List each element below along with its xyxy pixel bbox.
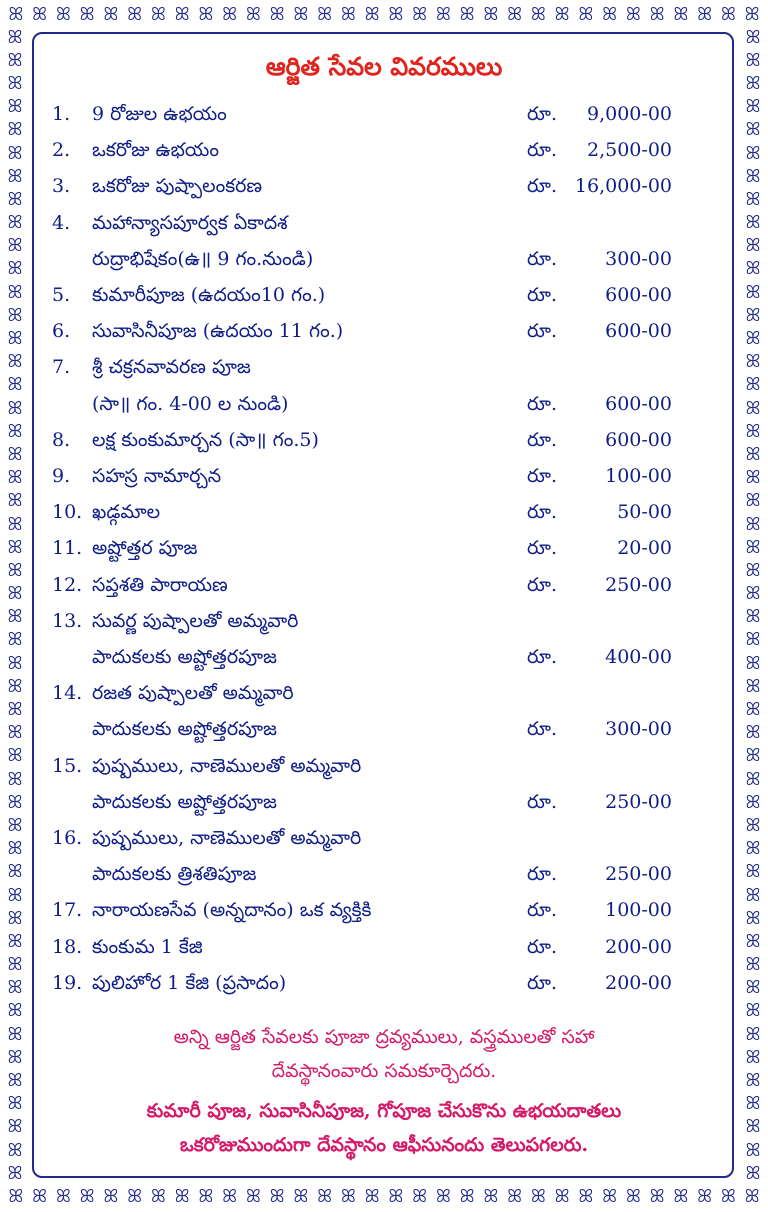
border-ornament-icon: ꕤ [7, 722, 23, 744]
footer-note-line-2: దేవస్థానంవారు సమకూర్చెదరు. [271, 1060, 497, 1082]
border-ornament-icon: ꕤ [7, 443, 23, 465]
border-ornament-icon: ꕤ [745, 1000, 761, 1022]
border-ornament-icon: ꕤ [7, 351, 23, 373]
seva-row [0, 530, 768, 566]
seva-name: రజత పుష్పాలతో అమ్మవారి [92, 682, 294, 705]
seva-row [0, 96, 768, 132]
border-ornament-icon: ꕤ [412, 4, 428, 25]
border-ornament-icon: ꕤ [720, 1186, 736, 1207]
border-ornament-icon: ꕤ [245, 1186, 261, 1207]
border-ornament-icon: ꕤ [7, 606, 23, 628]
border-ornament-icon: ꕤ [7, 1046, 23, 1068]
border-ornament-icon: ꕤ [364, 1186, 380, 1207]
border-ornament-icon: ꕤ [649, 4, 665, 25]
border-ornament-icon: ꕤ [32, 4, 48, 25]
seva-name: పాదుకలకు అష్టోత్తరపూజ [92, 646, 277, 668]
border-ornament-icon: ꕤ [7, 1139, 23, 1161]
border-ornament-icon: ꕤ [745, 930, 761, 952]
seva-number: 14. [52, 682, 83, 705]
seva-name: సహస్ర నామార్చన [92, 465, 222, 487]
seva-number: 9. [52, 465, 71, 487]
border-ornament-icon: ꕤ [103, 4, 119, 25]
border-ornament-icon: ꕤ [103, 1186, 119, 1207]
border-ornament-icon: ꕤ [745, 606, 761, 628]
border-ornament-icon: ꕤ [435, 4, 451, 25]
seva-name: శ్రీ చక్రనవావరణ పూజ [92, 356, 251, 379]
border-ornament-icon: ꕤ [7, 699, 23, 721]
border-ornament-icon: ꕤ [745, 722, 761, 744]
seva-row [0, 748, 768, 784]
seva-amount: 100-00 [605, 465, 672, 487]
border-ornament-icon: ꕤ [483, 4, 499, 25]
border-ornament-icon: ꕤ [745, 281, 761, 303]
seva-row [0, 639, 768, 675]
seva-number: 2. [52, 139, 71, 162]
border-ornament-icon: ꕤ [745, 977, 761, 999]
currency-label: రూ. [527, 139, 557, 162]
border-ornament-icon: ꕤ [745, 652, 761, 674]
border-ornament-icon: ꕤ [79, 4, 95, 25]
seva-row [0, 711, 768, 747]
currency-label: రూ. [527, 501, 557, 524]
border-ornament-icon: ꕤ [7, 629, 23, 651]
border-ornament-icon: ꕤ [317, 4, 333, 25]
border-ornament-icon: ꕤ [127, 4, 143, 25]
border-ornament-icon: ꕤ [720, 4, 736, 25]
seva-amount: 50-00 [617, 501, 672, 524]
border-ornament-icon: ꕤ [222, 1186, 238, 1207]
seva-amount: 250-00 [605, 573, 672, 596]
seva-row [0, 603, 768, 639]
seva-row [0, 132, 768, 168]
border-ornament-icon: ꕤ [198, 1186, 214, 1207]
currency-label: రూ. [527, 428, 557, 451]
border-ornament-icon: ꕤ [745, 328, 761, 350]
border-ornament-icon: ꕤ [317, 1186, 333, 1207]
border-ornament-icon: ꕤ [745, 374, 761, 396]
border-ornament-icon: ꕤ [32, 1186, 48, 1207]
border-ornament-icon: ꕤ [7, 96, 23, 118]
border-ornament-icon: ꕤ [745, 119, 761, 141]
border-ornament-icon: ꕤ [745, 165, 761, 187]
border-ornament-icon: ꕤ [673, 4, 689, 25]
seva-number: 11. [52, 537, 83, 560]
border-ornament-icon: ꕤ [7, 954, 23, 976]
border-ornament-icon: ꕤ [745, 791, 761, 813]
decorative-border-top [4, 4, 764, 26]
border-ornament-icon: ꕤ [150, 1186, 166, 1207]
currency-label: రూ. [527, 320, 557, 343]
border-ornament-icon: ꕤ [745, 884, 761, 906]
currency-label: రూ. [527, 971, 557, 994]
seva-name: సువాసినీపూజ (ఉదయం 11 గం.) [92, 320, 344, 343]
border-ornament-icon: ꕤ [7, 652, 23, 674]
border-ornament-icon: ꕤ [745, 26, 761, 48]
border-ornament-icon: ꕤ [745, 304, 761, 326]
seva-amount: 300-00 [605, 718, 672, 741]
seva-amount: 100-00 [605, 899, 672, 922]
seva-number: 8. [52, 428, 71, 451]
border-ornament-icon: ꕤ [745, 1116, 761, 1138]
border-ornament-icon: ꕤ [745, 954, 761, 976]
border-ornament-icon: ꕤ [745, 699, 761, 721]
border-ornament-icon: ꕤ [745, 583, 761, 605]
seva-amount: 200-00 [605, 935, 672, 958]
border-ornament-icon: ꕤ [7, 397, 23, 419]
seva-row [0, 165, 768, 204]
border-ornament-icon: ꕤ [7, 838, 23, 860]
seva-amount: 9,000-00 [587, 103, 672, 125]
seva-name: ఒకరోజు ఉభయం [92, 139, 219, 162]
border-ornament-icon: ꕤ [745, 49, 761, 71]
border-ornament-icon: ꕤ [7, 281, 23, 303]
border-ornament-icon: ꕤ [507, 4, 523, 25]
border-ornament-icon: ꕤ [745, 1139, 761, 1161]
seva-number: 15. [52, 754, 83, 777]
seva-row [0, 349, 768, 385]
border-ornament-icon: ꕤ [7, 559, 23, 581]
seva-row [0, 277, 768, 313]
border-ornament-icon: ꕤ [7, 490, 23, 512]
border-ornament-icon: ꕤ [388, 4, 404, 25]
border-ornament-icon: ꕤ [745, 397, 761, 419]
border-ornament-icon: ꕤ [340, 4, 356, 25]
seva-amount: 250-00 [605, 863, 672, 886]
border-ornament-icon: ꕤ [459, 1186, 475, 1207]
currency-label: రూ. [527, 247, 557, 270]
seva-name: కుమారీపూజ (ఉదయం10 గం.) [92, 284, 326, 306]
border-ornament-icon: ꕤ [745, 443, 761, 465]
border-ornament-icon: ꕤ [745, 838, 761, 860]
currency-label: రూ. [527, 175, 557, 198]
border-ornament-icon: ꕤ [79, 1186, 95, 1207]
border-ornament-icon: ꕤ [745, 235, 761, 257]
seva-amount: 200-00 [605, 971, 672, 994]
seva-number: 5. [52, 284, 71, 306]
border-ornament-icon: ꕤ [745, 188, 761, 210]
border-ornament-icon: ꕤ [745, 745, 761, 767]
border-ornament-icon: ꕤ [7, 119, 23, 141]
border-ornament-icon: ꕤ [7, 235, 23, 257]
border-ornament-icon: ꕤ [745, 258, 761, 280]
seva-name: సప్తశతి పారాయణ [92, 573, 228, 596]
seva-name: పుష్పములు, నాణెములతో అమ్మవారి [92, 827, 362, 849]
border-ornament-icon: ꕤ [745, 351, 761, 373]
seva-name: (సా॥ గం. 4-00 ల నుండి) [92, 392, 289, 415]
border-ornament-icon: ꕤ [7, 165, 23, 187]
border-ornament-icon: ꕤ [7, 907, 23, 929]
seva-name: లక్ష కుంకుమార్చన (సా॥ గం.5) [92, 428, 319, 451]
seva-name: పాదుకలకు అష్టోత్తరపూజ [92, 790, 277, 813]
currency-label: రూ. [527, 284, 557, 306]
seva-amount: 250-00 [605, 790, 672, 813]
border-ornament-icon: ꕤ [578, 1186, 594, 1207]
seva-number: 4. [52, 211, 71, 234]
border-ornament-icon: ꕤ [625, 1186, 641, 1207]
border-ornament-icon: ꕤ [578, 4, 594, 25]
seva-amount: 300-00 [605, 247, 672, 270]
seva-number: 7. [52, 356, 71, 379]
seva-amount: 600-00 [605, 428, 672, 451]
border-ornament-icon: ꕤ [174, 4, 190, 25]
seva-row [0, 820, 768, 856]
currency-label: రూ. [527, 537, 557, 560]
seva-row [0, 856, 768, 892]
seva-name: సువర్ణ పుష్పాలతో అమ్మవారి [92, 609, 299, 632]
border-ornament-icon: ꕤ [269, 1186, 285, 1207]
seva-row [0, 784, 768, 820]
border-ornament-icon: ꕤ [7, 1162, 23, 1184]
border-ornament-icon: ꕤ [340, 1186, 356, 1207]
border-ornament-icon: ꕤ [55, 4, 71, 25]
border-ornament-icon: ꕤ [245, 4, 261, 25]
border-ornament-icon: ꕤ [55, 1186, 71, 1207]
border-ornament-icon: ꕤ [649, 1186, 665, 1207]
border-ornament-icon: ꕤ [507, 1186, 523, 1207]
border-ornament-icon: ꕤ [7, 72, 23, 94]
border-ornament-icon: ꕤ [7, 420, 23, 442]
seva-name: 9 రోజుల ఉభయం [92, 103, 227, 125]
border-ornament-icon: ꕤ [745, 907, 761, 929]
footer-note-line-3: కుమారీ పూజ, సువాసినీపూజ, గోపూజ చేసుకొను ఉభయదాతలు [146, 1100, 622, 1122]
currency-label: రూ. [527, 103, 557, 125]
border-ornament-icon: ꕤ [483, 1186, 499, 1207]
border-ornament-icon: ꕤ [8, 1186, 24, 1207]
seva-amount: 600-00 [605, 392, 672, 415]
border-ornament-icon: ꕤ [459, 4, 475, 25]
footer-note-line-4: ఒకరోజుముందుగా దేవస్థానం ఆఫీసునందు తెలుపగలరు. [179, 1134, 589, 1156]
currency-label: రూ. [527, 573, 557, 596]
border-ornament-icon: ꕤ [7, 1116, 23, 1138]
border-ornament-icon: ꕤ [745, 1070, 761, 1092]
border-ornament-icon: ꕤ [745, 814, 761, 836]
border-ornament-icon: ꕤ [7, 374, 23, 396]
seva-row [0, 892, 768, 928]
border-ornament-icon: ꕤ [7, 884, 23, 906]
border-ornament-icon: ꕤ [7, 861, 23, 883]
border-ornament-icon: ꕤ [7, 745, 23, 767]
footer-note-line-1: అన్ని ఆర్జిత సేవలకు పూజా ద్రవ్యములు, వస్త్రములతో సహా [173, 1026, 595, 1048]
decorative-border-bottom [4, 1186, 764, 1208]
border-ornament-icon: ꕤ [7, 583, 23, 605]
seva-number: 3. [52, 175, 71, 198]
border-ornament-icon: ꕤ [7, 930, 23, 952]
border-ornament-icon: ꕤ [745, 536, 761, 558]
border-ornament-icon: ꕤ [745, 212, 761, 234]
seva-row [0, 675, 768, 711]
border-ornament-icon: ꕤ [554, 4, 570, 25]
border-ornament-icon: ꕤ [7, 536, 23, 558]
border-ornament-icon: ꕤ [744, 4, 760, 25]
border-ornament-icon: ꕤ [745, 1023, 761, 1045]
border-ornament-icon: ꕤ [7, 212, 23, 234]
seva-name: పాదుకలకు త్రిశతిపూజ [92, 863, 257, 886]
border-ornament-icon: ꕤ [293, 4, 309, 25]
border-ornament-icon: ꕤ [7, 26, 23, 48]
border-ornament-icon: ꕤ [364, 4, 380, 25]
border-ornament-icon: ꕤ [745, 96, 761, 118]
border-ornament-icon: ꕤ [198, 4, 214, 25]
border-ornament-icon: ꕤ [7, 1000, 23, 1022]
border-ornament-icon: ꕤ [745, 72, 761, 94]
border-ornament-icon: ꕤ [7, 675, 23, 697]
border-ornament-icon: ꕤ [745, 559, 761, 581]
currency-label: రూ. [527, 863, 557, 886]
border-ornament-icon: ꕤ [745, 467, 761, 489]
currency-label: రూ. [527, 718, 557, 741]
border-ornament-icon: ꕤ [530, 1186, 546, 1207]
seva-row [0, 313, 768, 349]
border-ornament-icon: ꕤ [745, 513, 761, 535]
seva-amount: 20-00 [617, 537, 672, 560]
border-ornament-icon: ꕤ [744, 1186, 760, 1207]
border-ornament-icon: ꕤ [150, 4, 166, 25]
border-ornament-icon: ꕤ [174, 1186, 190, 1207]
border-ornament-icon: ꕤ [7, 1070, 23, 1092]
seva-name: అష్టోత్తర పూజ [92, 537, 198, 560]
border-ornament-icon: ꕤ [7, 513, 23, 535]
seva-number: 19. [52, 971, 83, 994]
seva-name: మహాన్యాసపూర్వక ఏకాదశ [92, 211, 288, 234]
border-ornament-icon: ꕤ [269, 4, 285, 25]
border-ornament-icon: ꕤ [697, 4, 713, 25]
border-ornament-icon: ꕤ [554, 1186, 570, 1207]
border-ornament-icon: ꕤ [530, 4, 546, 25]
seva-amount: 600-00 [605, 320, 672, 343]
seva-row [0, 205, 768, 241]
seva-name: ఖడ్గమాల [92, 501, 161, 524]
border-ornament-icon: ꕤ [745, 1162, 761, 1184]
border-ornament-icon: ꕤ [745, 675, 761, 697]
seva-number: 10. [52, 501, 83, 524]
border-ornament-icon: ꕤ [7, 49, 23, 71]
border-ornament-icon: ꕤ [7, 791, 23, 813]
seva-row [0, 567, 768, 603]
border-ornament-icon: ꕤ [222, 4, 238, 25]
border-ornament-icon: ꕤ [7, 328, 23, 350]
seva-number: 12. [52, 573, 83, 596]
border-ornament-icon: ꕤ [412, 1186, 428, 1207]
currency-label: రూ. [527, 935, 557, 958]
border-ornament-icon: ꕤ [7, 1093, 23, 1115]
border-ornament-icon: ꕤ [7, 977, 23, 999]
page-title: ఆర్జిత సేవల వివరములు [265, 52, 503, 81]
border-ornament-icon: ꕤ [7, 814, 23, 836]
seva-name: పులిహోర 1 కేజి (ప్రసాదం) [92, 971, 287, 994]
currency-label: రూ. [527, 465, 557, 487]
seva-amount: 600-00 [605, 284, 672, 306]
border-ornament-icon: ꕤ [602, 4, 618, 25]
border-ornament-icon: ꕤ [745, 861, 761, 883]
seva-row [0, 241, 768, 277]
seva-number: 13. [52, 609, 83, 632]
currency-label: రూ. [527, 899, 557, 922]
seva-name: నారాయణసేవ (అన్నదానం) ఒక వ్యక్తికి [92, 899, 372, 922]
border-ornament-icon: ꕤ [8, 4, 24, 25]
seva-number: 1. [52, 103, 71, 125]
seva-row [0, 494, 768, 530]
seva-name: పాదుకలకు అష్టోత్తరపూజ [92, 718, 277, 741]
border-ornament-icon: ꕤ [745, 490, 761, 512]
seva-number: 16. [52, 827, 83, 849]
seva-number: 18. [52, 935, 83, 958]
border-ornament-icon: ꕤ [7, 142, 23, 164]
border-ornament-icon: ꕤ [7, 304, 23, 326]
seva-amount: 400-00 [605, 646, 672, 668]
border-ornament-icon: ꕤ [745, 1046, 761, 1068]
currency-label: రూ. [527, 646, 557, 668]
border-ornament-icon: ꕤ [435, 1186, 451, 1207]
seva-name: పుష్పములు, నాణెములతో అమ్మవారి [92, 754, 362, 777]
seva-number: 17. [52, 899, 83, 922]
seva-number: 6. [52, 320, 71, 343]
seva-name: కుంకుమ 1 కేజి [92, 935, 203, 958]
border-ornament-icon: ꕤ [745, 768, 761, 790]
border-ornament-icon: ꕤ [745, 420, 761, 442]
border-ornament-icon: ꕤ [7, 188, 23, 210]
border-ornament-icon: ꕤ [127, 1186, 143, 1207]
border-ornament-icon: ꕤ [625, 4, 641, 25]
seva-row [0, 386, 768, 422]
border-ornament-icon: ꕤ [602, 1186, 618, 1207]
border-ornament-icon: ꕤ [745, 1093, 761, 1115]
currency-label: రూ. [527, 790, 557, 813]
currency-label: రూ. [527, 392, 557, 415]
border-ornament-icon: ꕤ [388, 1186, 404, 1207]
seva-row [0, 458, 768, 494]
seva-row [0, 929, 768, 965]
border-ornament-icon: ꕤ [7, 258, 23, 280]
seva-name: రుద్రాభిషేకం(ఉ॥ 9 గం.నుండి) [92, 247, 314, 270]
border-ornament-icon: ꕤ [673, 1186, 689, 1207]
border-ornament-icon: ꕤ [745, 142, 761, 164]
seva-amount: 2,500-00 [587, 139, 672, 162]
seva-row [0, 422, 768, 458]
seva-row [0, 965, 768, 1001]
border-ornament-icon: ꕤ [745, 629, 761, 651]
border-ornament-icon: ꕤ [7, 1023, 23, 1045]
border-ornament-icon: ꕤ [293, 1186, 309, 1207]
seva-name: ఒకరోజు పుష్పాలంకరణ [92, 175, 263, 198]
border-ornament-icon: ꕤ [7, 768, 23, 790]
seva-amount: 16,000-00 [574, 175, 672, 198]
border-ornament-icon: ꕤ [7, 467, 23, 489]
border-ornament-icon: ꕤ [697, 1186, 713, 1207]
